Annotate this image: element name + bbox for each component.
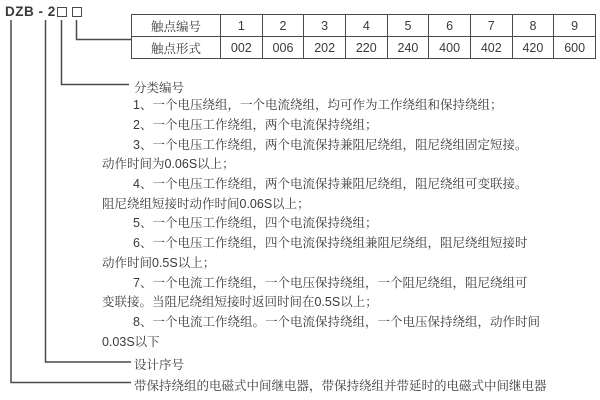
- classification-list: [102, 95, 562, 351]
- contact-table-cell: 202: [304, 37, 346, 59]
- classification-line: 动作时间为0.06S以上；: [102, 157, 235, 172]
- contact-table-row: [132, 37, 596, 59]
- contact-table-cell: 8: [512, 15, 554, 37]
- contact-table: [131, 14, 596, 59]
- classification-line: 阻尼绕组短接时动作时间0.06S以上；: [102, 196, 310, 211]
- classification-line: 2、一个电压工作绕组，两个电流保持绕组；: [133, 118, 378, 133]
- contact-table-cell: 4: [345, 15, 387, 37]
- classification-line: 6、一个电压工作绕组，四个电流保持绕组兼阻尼绕组，阻尼绕组短接时: [133, 236, 528, 251]
- contact-table-cell: 402: [470, 37, 512, 59]
- relay-description-label: 带保持绕组的电磁式中间继电器，带保持绕组并带延时的电磁式中间继电器: [134, 379, 547, 393]
- contact-table-cell: 5: [387, 15, 429, 37]
- design-serial-label: 设计序号: [134, 358, 185, 372]
- contact-table-cell: 9: [554, 15, 596, 37]
- contact-table-cell: 2: [262, 15, 304, 37]
- contact-table-row-label: 触点形式: [132, 37, 221, 59]
- contact-table-cell: 3: [304, 15, 346, 37]
- classification-line: 3、一个电压工作绕组，两个电流保持兼阻尼绕组，阻尼绕组固定短接。: [133, 137, 528, 152]
- model-placeholder-box-2: [72, 7, 82, 17]
- contact-table-cell: 7: [470, 15, 512, 37]
- classification-line: 1、一个电压绕组，一个电流绕组，均可作为工作绕组和保持绕组；: [133, 98, 503, 113]
- model-code-label: DZB - 2: [5, 4, 56, 19]
- classification-line: 0.03S以下: [102, 334, 160, 349]
- contact-table-cell: 240: [387, 37, 429, 59]
- contact-table-cell: 220: [345, 37, 387, 59]
- contact-table-cell: 002: [221, 37, 263, 59]
- classification-line: 4、一个电压工作绕组，两个电流保持兼阻尼绕组，阻尼绕组可变联接。: [133, 177, 528, 192]
- classification-line: 5、一个电压工作绕组，四个电流保持绕组；: [133, 216, 378, 231]
- classification-line: 变联接。当阻尼绕组短接时返回时间在0.5S以上；: [102, 295, 378, 310]
- contact-table-row: [132, 15, 596, 37]
- contact-table-cell: 420: [512, 37, 554, 59]
- contact-table-cell: 600: [554, 37, 596, 59]
- classification-line: 动作时间0.5S以上；: [102, 255, 216, 270]
- model-placeholder-box-1: [57, 7, 67, 17]
- contact-table-cell: 6: [429, 15, 471, 37]
- contact-table-cell: 006: [262, 37, 304, 59]
- classification-label: 分类编号: [134, 81, 185, 95]
- contact-table-row-label: 触点编号: [132, 15, 221, 37]
- classification-line: 8、一个电流工作绕组。一个电流保持绕组，一个电压保持绕组，动作时间: [133, 314, 540, 329]
- contact-table-cell: 400: [429, 37, 471, 59]
- contact-table-cell: 1: [221, 15, 263, 37]
- classification-line: 7、一个电流工作绕组，一个电压保持绕组，一个阻尼绕组，阻尼绕组可: [133, 275, 528, 290]
